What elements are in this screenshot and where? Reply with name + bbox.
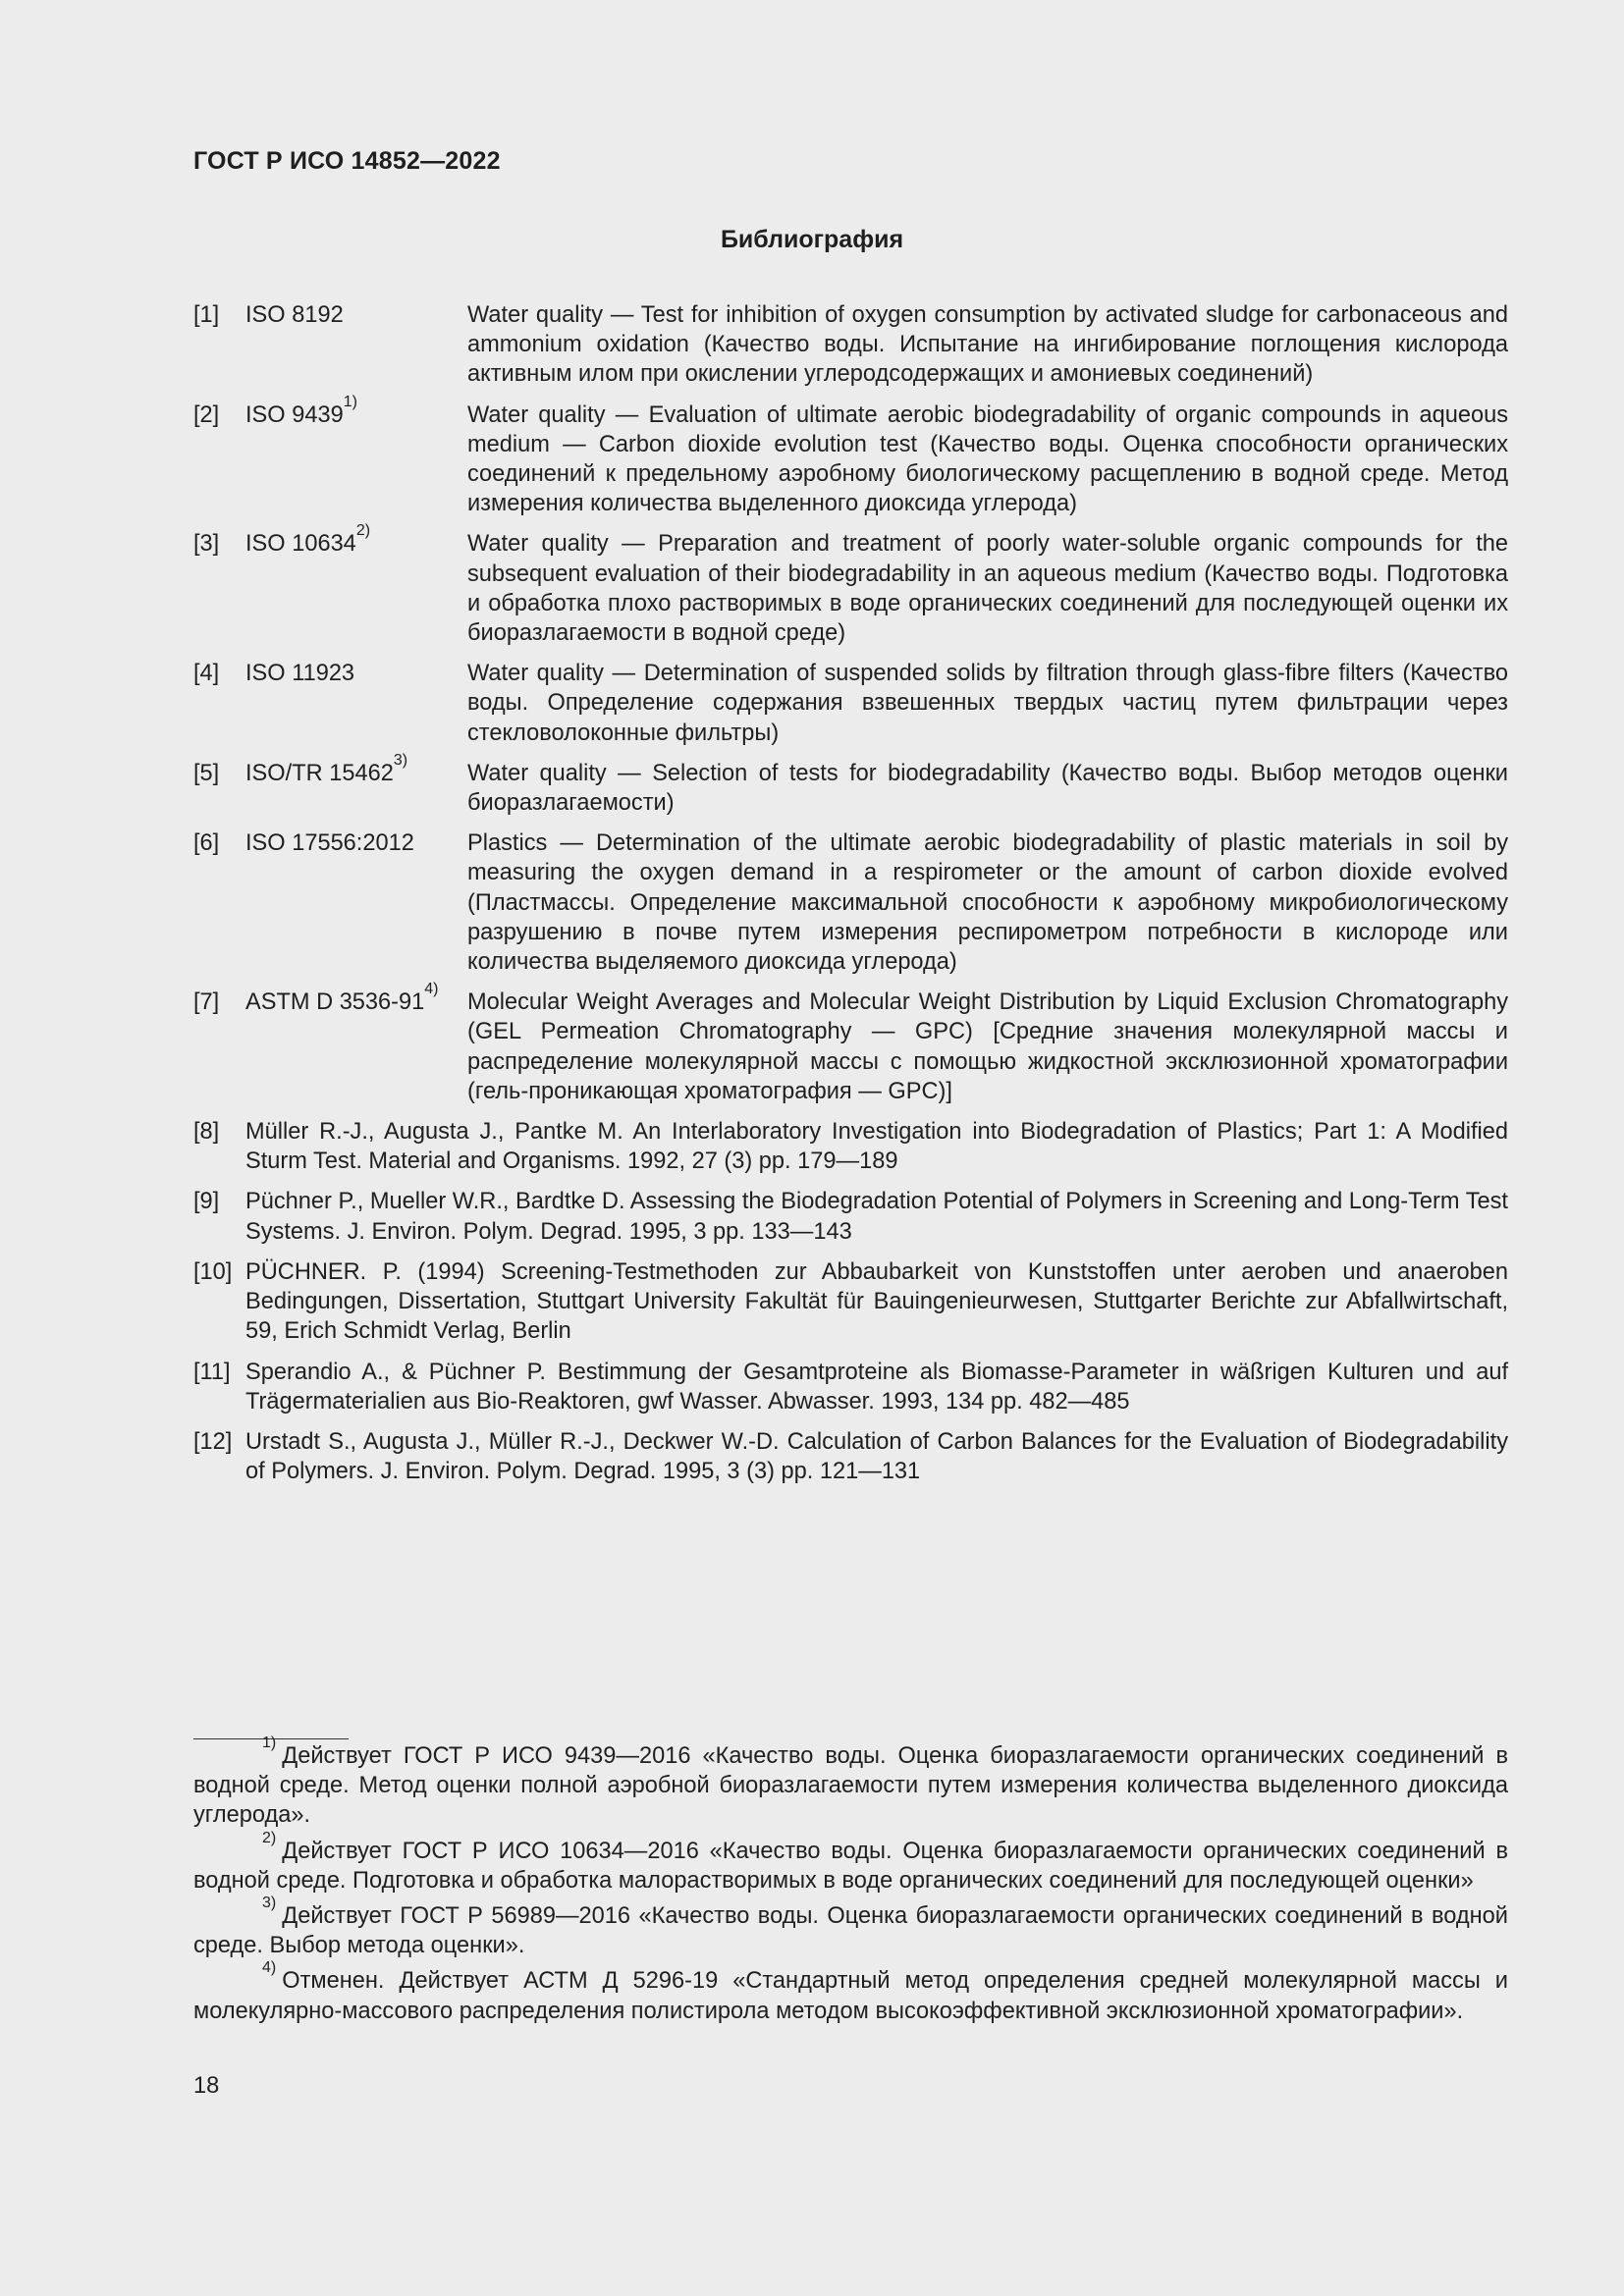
entry-number: [4]: [193, 661, 220, 687]
section-title: Библиография: [720, 226, 904, 253]
entry-number: [2]: [193, 401, 220, 428]
entry-number: [3]: [193, 531, 220, 558]
reference-text: Urstadt S., Augusta J., Müller R.-J., Deckwer W.-D. Calculation of Carbon Balances for the Evaluation of Biodegradability of Polymers. J. Environ. Polym. Degrad. 1995, 3 (3) pp. 121—131: [245, 1428, 1508, 1485]
entry-code: [245, 828, 467, 977]
bibliography-list: [193, 300, 1508, 1497]
entry-title: Water quality — Selection of tests for biodegradability (Качество воды. Выбор методов оценки биоразлагаемости): [467, 760, 1508, 817]
footnote-text: Отменен. Действует АСТМ Д 5296-19 «Стандартный метод определения средней молекулярной массы и молекулярно-массового распределения полистирола методом высокоэффективной эксклюзионной хроматографии».: [193, 1968, 1508, 2024]
entry-code-text: ISO 8192: [245, 302, 344, 328]
bibliography-entry: [193, 300, 1508, 390]
reference-entry: [193, 1187, 1508, 1246]
entry-code-text: ISO 10634: [245, 531, 356, 558]
entry-code-text: ISO 9439: [245, 401, 344, 428]
reference-entry: [193, 1358, 1508, 1416]
reference-text: Püchner P., Mueller W.R., Bardtke D. Assessing the Biodegradation Potential of Polymers in Screening and Long-Term Test Systems. J. Environ. Polym. Degrad. 1995, 3 pp. 133—143: [245, 1189, 1508, 1245]
entry-code: [245, 751, 467, 818]
footnote-text: Действует ГОСТ Р 56989—2016 «Качество воды. Оценка биоразлагаемости органических соединений в водной среде. Выбор метода оценки».: [193, 1903, 1508, 1959]
entry-number: [10]: [193, 1258, 233, 1285]
entry-title: Molecular Weight Averages and Molecular Weight Distribution by Liquid Exclusion Chromatography (GEL Permeation Chromatography — GPC) [Средние значения молекулярной массы и распределение молекулярной массы с помощью жидкостной эксклюзионной хроматографии (гель-проникающая хроматография — GPC)]: [467, 989, 1508, 1104]
entry-title: Water quality — Evaluation of ultimate aerobic biodegradability of organic compounds in aqueous medium — Carbon dioxide evolution test (Качество воды. Оценка способности органических соединений к предельному аэробному биологическому расщеплению в водной среде. Метод измерения количества выделенного диоксида углерода): [467, 401, 1508, 517]
entry-code-text: ASTM D 3536-91: [245, 989, 425, 1016]
entry-number: [6]: [193, 830, 220, 857]
bibliography-entry: [193, 393, 1508, 519]
entry-number: [9]: [193, 1189, 220, 1215]
footnote-text: Действует ГОСТ Р ИСО 9439—2016 «Качество воды. Оценка биоразлагаемости органических соединений в водной среде. Метод оценки полной аэробной биоразлагаемости путем измерения количества выделенного диоксида углерода».: [193, 1743, 1508, 1829]
entry-number: [1]: [193, 302, 220, 328]
entry-title: Water quality — Determination of suspended solids by filtration through glass-fibre filters (Качество воды. Определение содержания взвешенных твердых частиц путем фильтрации через стекловолоконные фильтры): [467, 661, 1508, 746]
footnote-mark: 3): [262, 1895, 277, 1912]
reference-entry: [193, 1427, 1508, 1486]
bibliography-entry: [193, 828, 1508, 977]
footnote-mark: 4): [262, 1959, 277, 1977]
entry-number: [8]: [193, 1119, 220, 1146]
entry-code: [245, 522, 467, 648]
footnotes: [193, 1735, 1508, 2032]
entry-code-text: ISO/TR 15462: [245, 760, 394, 786]
footnote-marker: 1): [343, 393, 357, 410]
footnote-marker: 2): [355, 522, 371, 540]
footnote: [193, 1959, 1508, 2025]
entry-code: [245, 300, 467, 390]
entry-number: [5]: [193, 760, 220, 786]
page-number: 18: [193, 2073, 220, 2099]
footnote: [193, 1895, 1508, 1960]
footnote-marker: 4): [424, 981, 439, 998]
bibliography-entry: [193, 659, 1508, 748]
bibliography-entry: [193, 981, 1508, 1106]
footnote: [193, 1735, 1508, 1831]
entry-code-text: ISO 11923: [245, 661, 355, 687]
entry-code: [245, 393, 467, 519]
entry-code: [245, 981, 467, 1106]
entry-title: Water quality — Test for inhibition of oxygen consumption by activated sludge for carbonaceous and ammonium oxidation (Качество воды. Испытание на ингибирование поглощения кислорода активным илом при окислении углеродсодержащих и амониевых соединений): [467, 302, 1508, 388]
entry-code-text: ISO 17556:2012: [245, 830, 414, 857]
document-header: ГОСТ Р ИСО 14852—2022: [193, 147, 501, 175]
footnote-marker: 3): [393, 751, 408, 769]
bibliography-entry: [193, 751, 1508, 818]
entry-number: [11]: [193, 1359, 231, 1385]
bibliography-entry: [193, 522, 1508, 648]
entry-title: Plastics — Determination of the ultimate aerobic biodegradability of plastic materials in soil by measuring the oxygen demand in a respirometer or the amount of carbon dioxide evolved (Пластмассы. Определение максимальной способности к аэробному микробиологическому разрушению в почве путем измерения респирометром потребности в кислороде или количества выделяемого диоксида углерода): [467, 830, 1508, 976]
reference-text: Sperandio A., & Püchner P. Bestimmung der Gesamtproteine als Biomasse-Parameter in wäßrigen Kulturen und auf Trägermaterialien aus Bio-Reaktoren, gwf Wasser. Abwasser. 1993, 134 pp. 482—485: [245, 1359, 1508, 1415]
reference-entry: [193, 1117, 1508, 1176]
footnote-text: Действует ГОСТ Р ИСО 10634—2016 «Качество воды. Оценка биоразлагаемости органических соединений в водной среде. Подготовка и обработка малорастворимых в воде органических соединений для последующей оценки»: [193, 1838, 1508, 1894]
entry-title: Water quality — Preparation and treatment of poorly water-soluble organic compounds for the subsequent evaluation of their biodegradability in an aqueous medium (Качество воды. Подготовка и обработка плохо растворимых в воде органических соединений для последующей оценки их биоразлагаемости в водной среде): [467, 531, 1508, 647]
entry-number: [12]: [193, 1428, 233, 1455]
footnote-mark: 1): [262, 1735, 277, 1751]
footnote: [193, 1829, 1508, 1896]
footnote-mark: 2): [262, 1829, 277, 1846]
reference-entry: [193, 1257, 1508, 1347]
entry-code: [245, 659, 467, 748]
reference-text: PÜCHNER. P. (1994) Screening-Testmethoden zur Abbaubarkeit von Kunststoffen unter aeroben und anaeroben Bedingungen, Dissertation, Stuttgart University Fakultät für Bauingenieurwesen, Stuttgarter Berichte zur Abfallwirtschaft, 59, Erich Schmidt Verlag, Berlin: [245, 1258, 1508, 1345]
entry-number: [7]: [193, 989, 220, 1016]
reference-text: Müller R.-J., Augusta J., Pantke M. An Interlaboratory Investigation into Biodegradation of Plastics; Part 1: A Modified Sturm Test. Material and Organisms. 1992, 27 (3) pp. 179—189: [245, 1119, 1508, 1175]
